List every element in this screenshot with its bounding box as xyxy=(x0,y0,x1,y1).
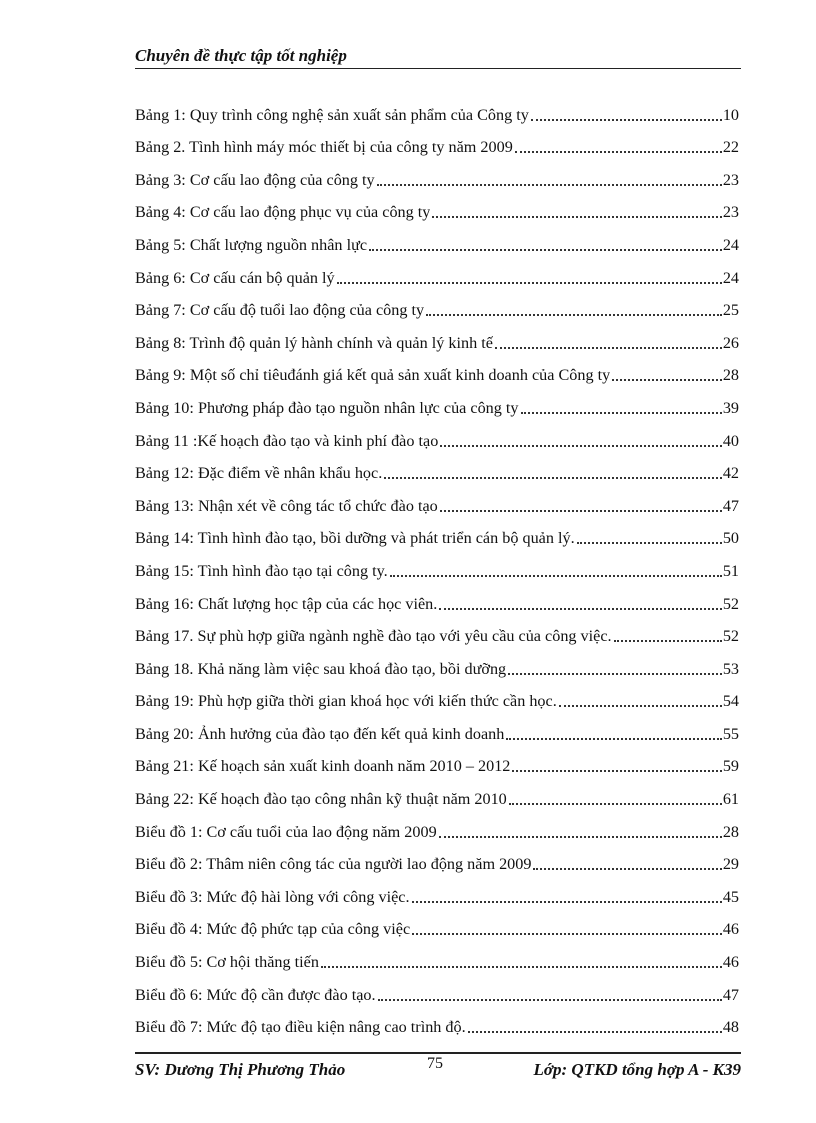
toc-entry[interactable] xyxy=(135,516,739,549)
toc-dot-leader xyxy=(559,705,722,707)
toc-entry[interactable] xyxy=(135,776,739,809)
toc-entry-label: Bảng 16: Chất lượng học tập của các học viên. xyxy=(135,594,438,613)
toc-dot-leader xyxy=(412,901,722,903)
toc-dot-leader xyxy=(432,216,721,218)
footer-student-name: SV: Dương Thị Phương Thảo xyxy=(135,1060,346,1079)
toc-entry-label: Bảng 2. Tình hình máy móc thiết bị của công ty năm 2009 xyxy=(135,138,513,157)
toc-entry[interactable] xyxy=(135,809,739,842)
toc-dot-leader xyxy=(521,412,722,414)
toc-entry-page: 51 xyxy=(722,561,739,580)
toc-entry[interactable] xyxy=(135,972,739,1005)
toc-entry[interactable] xyxy=(135,353,739,386)
toc-dot-leader xyxy=(508,673,722,675)
toc-entry-page: 61 xyxy=(722,790,739,809)
toc-entry-page: 55 xyxy=(722,724,739,743)
toc-entry-label: Bảng 20: Ảnh hưởng của đào tạo đến kết quả kinh doanh xyxy=(135,724,505,743)
toc-entry[interactable] xyxy=(135,679,739,712)
toc-entry-page: 54 xyxy=(722,692,739,711)
toc-entry-label: Bảng 13: Nhận xét về công tác tổ chức đào tạo xyxy=(135,496,438,515)
footer-page-number: 75 xyxy=(427,1055,443,1072)
page-footer xyxy=(135,1052,741,1084)
toc-entry-page: 22 xyxy=(722,138,739,157)
toc-entry-label: Bảng 4: Cơ cấu lao động phục vụ của công ty xyxy=(135,203,431,222)
toc-entry-page: 47 xyxy=(722,985,739,1004)
toc-entry[interactable] xyxy=(135,711,739,744)
footer-class: Lớp: QTKD tổng hợp A - K39 xyxy=(533,1060,741,1079)
toc-entry[interactable] xyxy=(135,1005,739,1038)
toc-dot-leader xyxy=(506,738,721,740)
toc-dot-leader xyxy=(612,379,722,381)
toc-entry-label: Bảng 3: Cơ cấu lao động của công ty xyxy=(135,170,375,189)
toc-entry[interactable] xyxy=(135,581,739,614)
header-title: Chuyên đề thực tập tốt nghiệp xyxy=(135,46,347,65)
toc-dot-leader xyxy=(533,868,721,870)
toc-entry-label: Bảng 19: Phù hợp giữa thời gian khoá học với kiến thức cần học. xyxy=(135,692,557,711)
toc-dot-leader xyxy=(495,347,722,349)
toc-entry-page: 28 xyxy=(722,822,739,841)
toc-dot-leader xyxy=(384,477,722,479)
toc-entry-page: 23 xyxy=(722,203,739,222)
toc-dot-leader xyxy=(512,770,721,772)
toc-entry-label: Bảng 17. Sự phù hợp giữa ngành nghề đào tạo với yêu cầu của công việc. xyxy=(135,627,612,646)
toc-entry-page: 45 xyxy=(722,887,739,906)
toc-entry-page: 53 xyxy=(722,659,739,678)
toc-entry[interactable] xyxy=(135,222,739,255)
toc-entry-label: Biểu đồ 1: Cơ cấu tuổi của lao động năm 2009 xyxy=(135,822,437,841)
toc-dot-leader xyxy=(509,803,722,805)
toc-entry-label: Biểu đồ 3: Mức độ hài lòng với công việc. xyxy=(135,887,410,906)
toc-entry[interactable] xyxy=(135,907,739,940)
toc-dot-leader xyxy=(321,966,722,968)
toc-entry[interactable] xyxy=(135,157,739,190)
toc-entry[interactable] xyxy=(135,614,739,647)
toc-dot-leader xyxy=(531,119,722,121)
toc-entry-label: Bảng 11 :Kế hoạch đào tạo và kinh phí đào tạo xyxy=(135,431,439,450)
toc-entry[interactable] xyxy=(135,125,739,158)
toc-dot-leader xyxy=(439,836,722,838)
toc-entry[interactable] xyxy=(135,255,739,288)
toc-entry-page: 40 xyxy=(722,431,739,450)
page-header xyxy=(135,44,741,69)
toc-entry-page: 42 xyxy=(722,464,739,483)
toc-entry[interactable] xyxy=(135,483,739,516)
toc-entry-label: Bảng 15: Tình hình đào tạo tại công ty. xyxy=(135,561,388,580)
toc-entry-page: 46 xyxy=(722,920,739,939)
toc-entry[interactable] xyxy=(135,842,739,875)
toc-entry[interactable] xyxy=(135,548,739,581)
toc-entry-label: Bảng 21: Kế hoạch sản xuất kinh doanh năm 2010 – 2012 xyxy=(135,757,511,776)
toc-dot-leader xyxy=(440,445,722,447)
toc-entry[interactable] xyxy=(135,646,739,679)
toc-entry-page: 10 xyxy=(722,105,739,124)
toc-dot-leader xyxy=(378,999,722,1001)
toc-entry-page: 39 xyxy=(722,398,739,417)
toc-entry-label: Biểu đồ 2: Thâm niên công tác của người lao động năm 2009 xyxy=(135,855,532,874)
toc-entry-label: Bảng 1: Quy trình công nghệ sản xuất sản phẩm của Công ty xyxy=(135,105,529,124)
toc-entry-page: 59 xyxy=(722,757,739,776)
toc-entry[interactable] xyxy=(135,92,739,125)
toc-entry-page: 23 xyxy=(722,170,739,189)
toc-entry[interactable] xyxy=(135,874,739,907)
toc-entry[interactable] xyxy=(135,385,739,418)
toc-entry[interactable] xyxy=(135,418,739,451)
toc-entry[interactable] xyxy=(135,744,739,777)
toc-entry[interactable] xyxy=(135,320,739,353)
toc-entry-page: 24 xyxy=(722,235,739,254)
toc-entry-label: Bảng 8: Trình độ quản lý hành chính và quản lý kinh tế xyxy=(135,333,493,352)
toc-entry[interactable] xyxy=(135,288,739,321)
toc-entry-label: Biểu đồ 5: Cơ hội thăng tiến xyxy=(135,953,319,972)
toc-entry-page: 46 xyxy=(722,953,739,972)
toc-entry-label: Biểu đồ 4: Mức độ phức tạp của công việc xyxy=(135,920,411,939)
toc-entry-label: Bảng 14: Tình hình đào tạo, bồi dưỡng và phát triển cán bộ quản lý. xyxy=(135,529,575,548)
toc-entry[interactable] xyxy=(135,939,739,972)
toc-entry-label: Bảng 10: Phương pháp đào tạo nguồn nhân lực của công ty xyxy=(135,398,519,417)
toc-dot-leader xyxy=(377,184,722,186)
toc-entry-page: 24 xyxy=(722,268,739,287)
toc-entry-label: Bảng 12: Đặc điểm về nhân khẩu học. xyxy=(135,464,383,483)
toc-entry[interactable] xyxy=(135,451,739,484)
toc-dot-leader xyxy=(439,608,721,610)
toc-entry-page: 52 xyxy=(722,594,739,613)
toc-entry-page: 29 xyxy=(722,855,739,874)
toc-entry-label: Bảng 5: Chất lượng nguồn nhân lực xyxy=(135,235,368,254)
toc-dot-leader xyxy=(390,575,722,577)
toc-entry-page: 28 xyxy=(722,366,739,385)
toc-dot-leader xyxy=(577,542,722,544)
toc-dot-leader xyxy=(515,151,722,153)
toc-dot-leader xyxy=(337,282,722,284)
toc-entry-label: Bảng 7: Cơ cấu độ tuổi lao động của công ty xyxy=(135,301,425,320)
toc-entry-page: 25 xyxy=(722,301,739,320)
toc-entry-label: Bảng 9: Một số chỉ tiêuđánh giá kết quả sản xuất kinh doanh của Công ty xyxy=(135,366,611,385)
toc-dot-leader xyxy=(614,640,722,642)
toc-entry-page: 52 xyxy=(722,627,739,646)
toc-entry-page: 26 xyxy=(722,333,739,352)
toc-dot-leader xyxy=(440,510,722,512)
toc-entry-page: 48 xyxy=(722,1018,739,1037)
toc-entry-label: Bảng 22: Kế hoạch đào tạo công nhân kỹ thuật năm 2010 xyxy=(135,790,507,809)
toc-entry-page: 50 xyxy=(722,529,739,548)
toc-dot-leader xyxy=(426,314,722,316)
toc-entry-label: Biểu đồ 6: Mức độ cần được đào tạo. xyxy=(135,985,376,1004)
toc-entry-label: Biểu đồ 7: Mức độ tạo điều kiện nâng cao trình độ. xyxy=(135,1018,466,1037)
toc-dot-leader xyxy=(468,1031,722,1033)
toc-entry-page: 47 xyxy=(722,496,739,515)
toc-entry-label: Bảng 6: Cơ cấu cán bộ quản lý xyxy=(135,268,335,287)
toc-dot-leader xyxy=(412,933,722,935)
toc-entry[interactable] xyxy=(135,190,739,223)
toc-entry-label: Bảng 18. Khả năng làm việc sau khoá đào tạo, bồi dưỡng xyxy=(135,659,507,678)
toc-dot-leader xyxy=(369,249,722,251)
table-of-figures xyxy=(135,92,739,1037)
